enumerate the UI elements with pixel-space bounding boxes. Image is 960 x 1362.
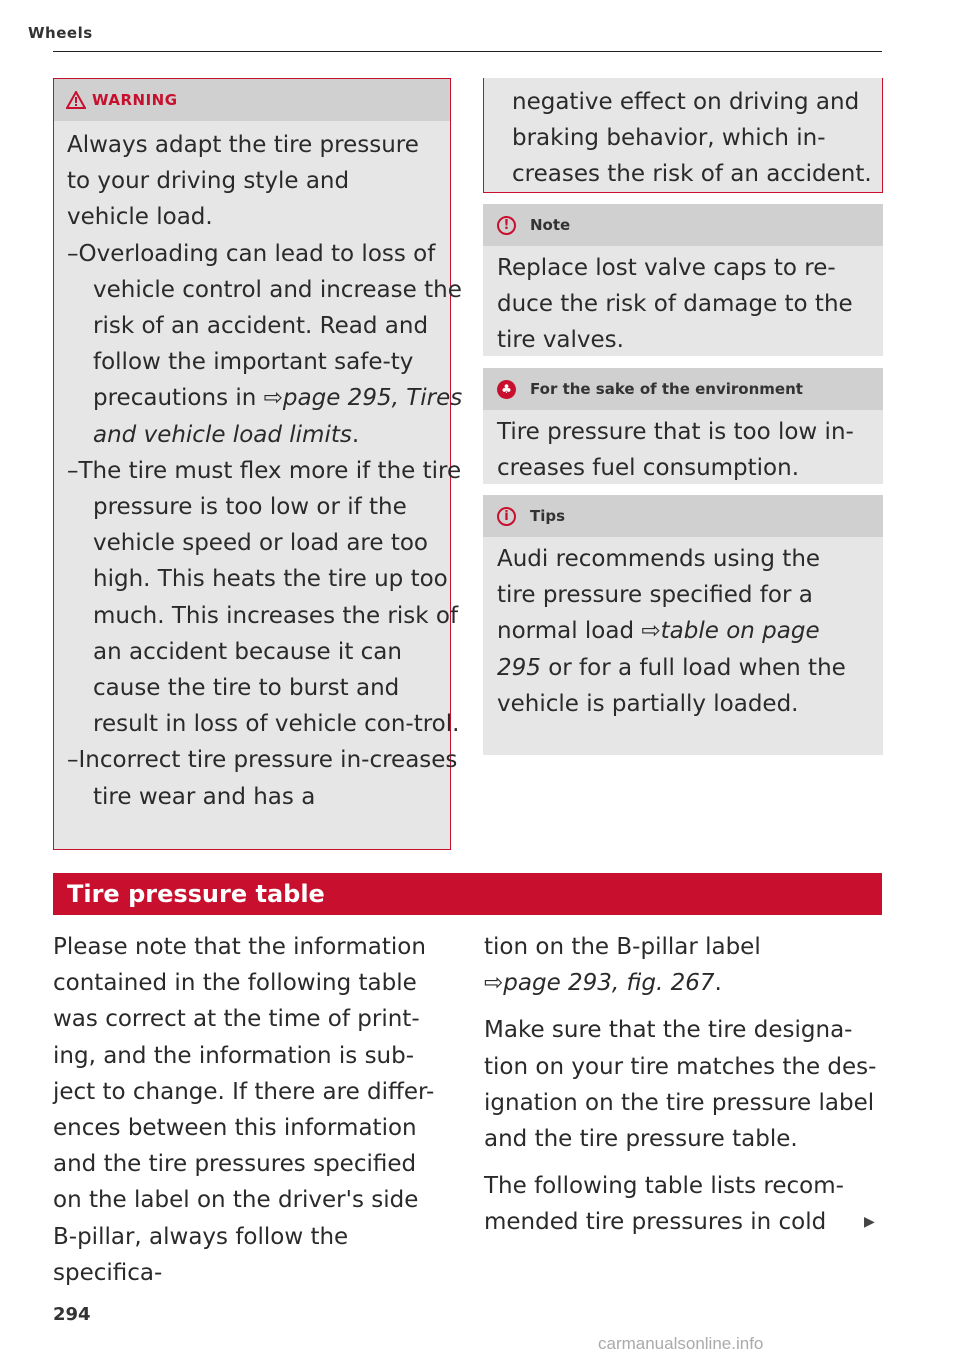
watermark: carmanualsonline.info <box>598 1334 764 1353</box>
note-heading: Note <box>530 216 571 234</box>
environment-heading-bar <box>483 368 883 410</box>
warning-bullet-3: –Incorrect tire pressure in-creases tire wear and has a <box>67 747 458 810</box>
header-rule <box>53 51 882 52</box>
environment-body: Tire pressure that is too low in-creases fuel consumption. <box>497 419 854 482</box>
environment-heading: For the sake of the environment <box>530 380 803 398</box>
warning-heading-bar <box>54 79 450 121</box>
section-title: Tire pressure table <box>67 880 325 908</box>
body-paragraph-3: The following table lists recom-mended tire pressures in cold <box>484 1173 844 1236</box>
warning-bullet-1 <box>67 236 465 453</box>
tips-text-2: or for a full load when the vehicle is partially loaded. <box>497 654 846 717</box>
tips-heading: Tips <box>530 507 566 525</box>
tips-body <box>483 537 857 722</box>
table-page-295-link[interactable]: ⇨table on page 295 <box>497 618 820 681</box>
warning-body <box>54 121 463 815</box>
right-column <box>484 929 884 1252</box>
note-box <box>483 204 883 356</box>
warning-continued-text: negative effect on driving and braking behavior, which in-creases the risk of an accident. <box>512 89 872 188</box>
environment-box <box>483 368 883 484</box>
tips-heading-bar <box>483 495 883 537</box>
body-paragraph-1-end: . <box>714 970 722 997</box>
body-paragraph-2: Make sure that the tire designa-tion on your tire matches the des-ignation on the tire pressure label and the tire pressure table. <box>484 1017 877 1153</box>
warning-heading: WARNING <box>92 91 178 109</box>
warning-bullet-1-text: –Overloading can lead to loss of vehicle control and increase the risk of an accident. Read and follow the important safe-ty precautions in <box>67 240 462 412</box>
note-heading-bar <box>483 204 883 246</box>
info-icon: i <box>497 507 516 526</box>
warning-triangle-icon <box>66 91 86 109</box>
body-paragraph-1-cont <box>484 929 794 1001</box>
page-295-link[interactable]: ⇨page 295, Tires and vehicle load limits <box>93 385 463 448</box>
warning-box <box>53 78 463 850</box>
page-number: 294 <box>53 1304 91 1325</box>
leaf-icon: ♣ <box>497 380 516 399</box>
left-column <box>53 929 439 1302</box>
section-title-bar <box>53 873 882 915</box>
body-paragraph-1: Please note that the information contained in the following table was correct at the time of print-ing, and the information is sub-ject to change. If there are differ-ences between this information and the tire pressures specified on the label on the driver's side B-pillar, always follow the specifica- <box>53 934 435 1286</box>
warning-intro: Always adapt the tire pressure to your driving style and vehicle load. <box>67 132 419 231</box>
warning-bullet-1-end: . <box>351 421 360 448</box>
warning-continued-box <box>483 78 883 193</box>
tips-box <box>483 495 883 755</box>
warning-bullet-2: –The tire must flex more if the tire pressure is too low or if the vehicle speed or load are too high. This heats the tire up too much. This increases the risk of an accident because it can cause the tire to burst and result in loss of vehicle con-trol. <box>67 457 462 738</box>
note-exclamation-icon: ! <box>497 216 516 235</box>
continue-arrow-icon: ▶ <box>864 1214 875 1230</box>
body-paragraph-1-cont-text: tion on the B-pillar label <box>484 934 761 960</box>
tips-text-1: Audi recommends using the tire pressure specified for a normal load <box>497 546 821 645</box>
page-293-link[interactable]: ⇨page 293, fig. 267 <box>484 970 715 997</box>
note-body: Replace lost valve caps to re-duce the risk of damage to the tire valves. <box>497 255 853 354</box>
section-header: Wheels <box>28 24 93 42</box>
